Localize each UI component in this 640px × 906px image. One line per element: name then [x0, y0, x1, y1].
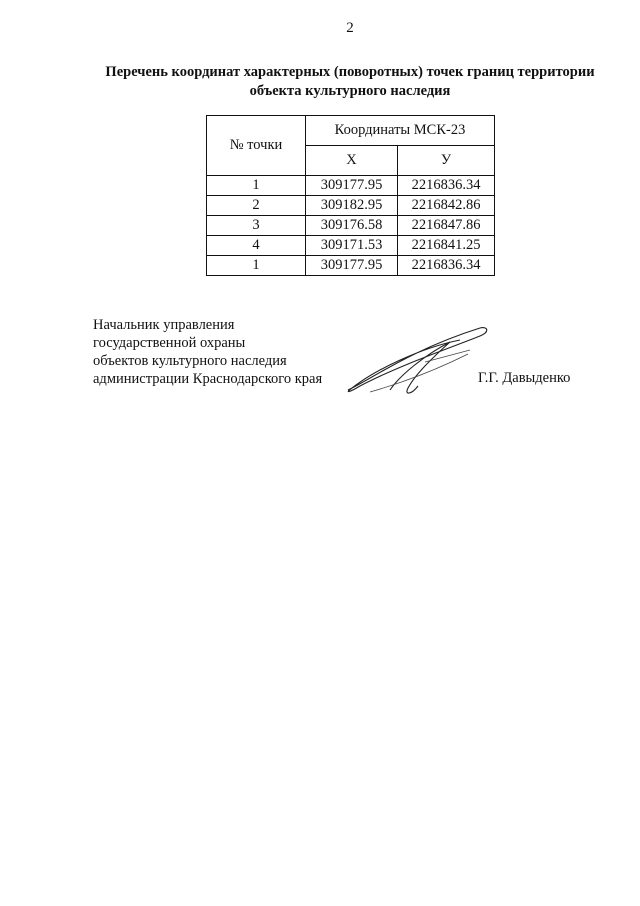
header-point-number: № точки	[207, 116, 306, 176]
y-cell: 2216842.86	[398, 196, 495, 216]
signatory-position-line: администрации Краснодарского края	[93, 371, 323, 387]
x-cell: 309177.95	[306, 176, 398, 196]
table-row	[207, 196, 495, 216]
table-row	[207, 236, 495, 256]
signatory-position-line: объектов культурного наследия	[93, 353, 287, 369]
signatory-position	[93, 316, 322, 388]
x-cell: 309182.95	[306, 196, 398, 216]
coordinates-table	[206, 115, 495, 276]
header-y: У	[398, 146, 495, 176]
point-number-cell: 1	[207, 176, 306, 196]
y-cell: 2216836.34	[398, 256, 495, 276]
page-number: 2	[346, 20, 354, 36]
document-title	[0, 63, 640, 101]
document-title-line-2: объекта культурного наследия	[249, 83, 451, 99]
point-number-cell: 4	[207, 236, 306, 256]
signatory-position-line: Начальник управления	[93, 317, 235, 333]
y-cell: 2216836.34	[398, 176, 495, 196]
table-row	[207, 256, 495, 276]
y-cell: 2216841.25	[398, 236, 495, 256]
table-row	[207, 176, 495, 196]
signatory-position-line: государственной охраны	[93, 335, 246, 351]
point-number-cell: 2	[207, 196, 306, 216]
x-cell: 309176.58	[306, 216, 398, 236]
table-row	[207, 216, 495, 236]
signer-name: Г.Г. Давыденко	[478, 370, 571, 386]
point-number-cell: 1	[207, 256, 306, 276]
header-x: Х	[306, 146, 398, 176]
document-title-line-1: Перечень координат характерных (поворотных) точек границ территории	[105, 64, 595, 80]
handwritten-signature	[330, 320, 490, 400]
point-number-cell: 3	[207, 216, 306, 236]
header-coordinates: Координаты МСК-23	[306, 116, 495, 146]
y-cell: 2216847.86	[398, 216, 495, 236]
x-cell: 309177.95	[306, 256, 398, 276]
x-cell: 309171.53	[306, 236, 398, 256]
